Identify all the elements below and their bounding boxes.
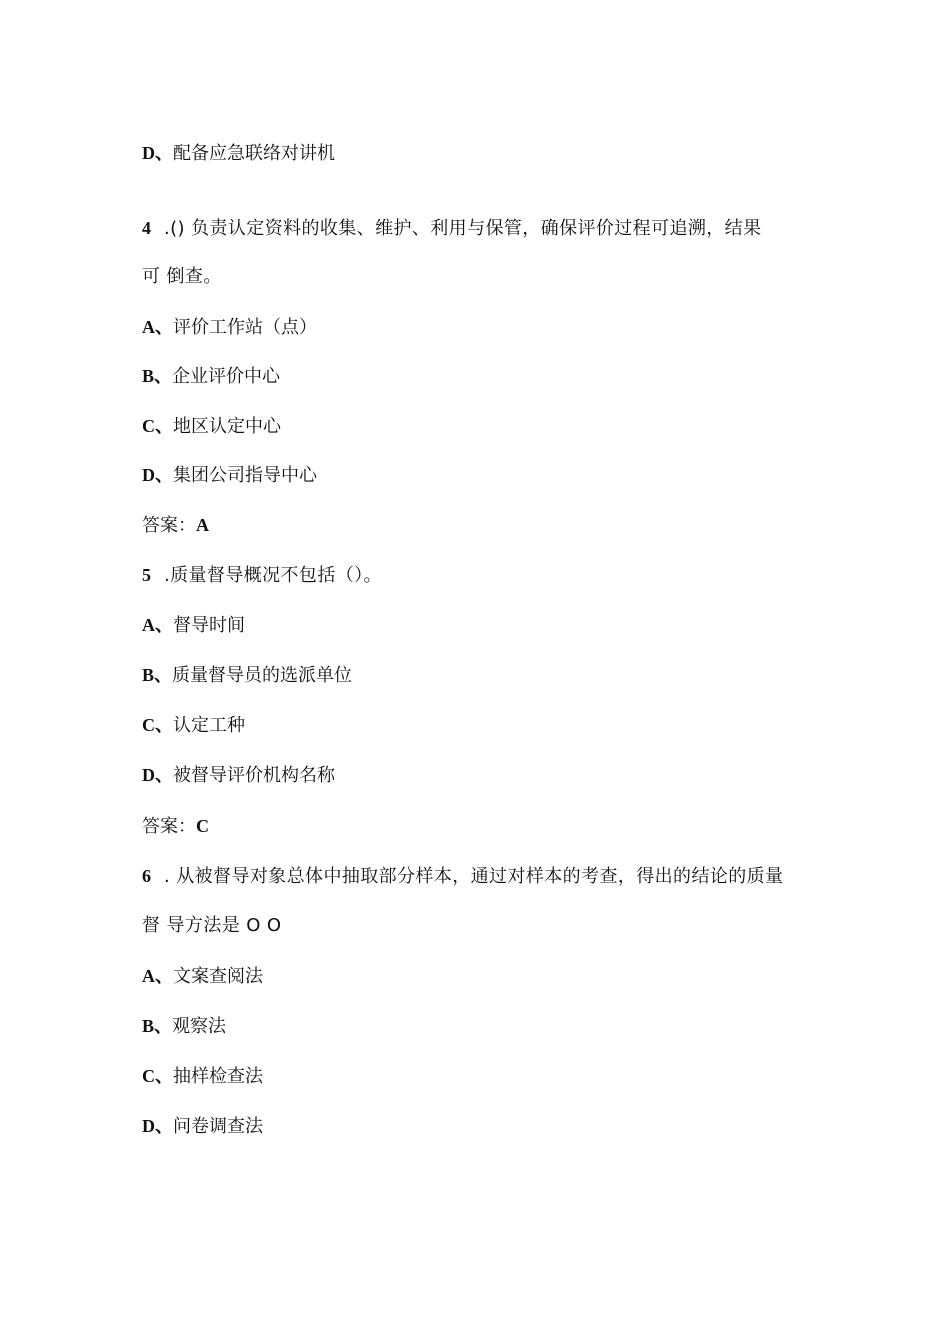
q4-option-a [142,315,317,340]
option-prefix: B、 [142,665,173,685]
q5-option-c [142,713,245,738]
option-text: 督导时间 [173,615,245,636]
q4-option-b [142,364,280,389]
q5-stem-line1 [142,563,382,588]
option-prefix: B、 [142,366,173,386]
q6-option-a [142,964,263,989]
q4-option-c [142,414,281,439]
q3-option-d [142,141,335,166]
option-text: 认定工种 [173,715,245,736]
q4-option-d [142,463,317,488]
question-text: . 从被督导对象总体中抽取部分样本，通过对样本的考查，得出的结论的质量 [164,866,784,887]
question-number: 6 [142,866,152,886]
option-text: 观察法 [172,1016,227,1037]
answer-label: 答案： [142,816,196,837]
option-text: 问卷调查法 [173,1116,263,1137]
q5-answer [142,814,209,839]
option-prefix: D、 [142,143,173,163]
option-prefix: C、 [142,416,173,436]
q6-stem-line1 [142,864,783,889]
q5-option-a [142,613,245,638]
option-prefix: D、 [142,765,173,785]
option-prefix: D、 [142,465,173,485]
question-number: 4 [142,218,152,238]
q6-option-d [142,1114,263,1139]
option-prefix: D、 [142,1116,173,1136]
option-text: 配备应急联络对讲机 [173,143,335,164]
question-number: 5 [142,565,152,585]
q4-stem-line1 [142,216,762,241]
option-text: 被督导评价机构名称 [173,765,335,786]
option-text: 地区认定中心 [173,416,281,437]
q5-option-d [142,763,335,788]
answer-value: C [196,816,209,836]
question-text-continued: 督 导方法是 O O [142,915,282,936]
option-prefix: B、 [142,1016,173,1036]
q4-stem-line2 [142,265,222,289]
option-prefix: C、 [142,715,173,735]
option-text: 文案查阅法 [173,966,263,987]
option-text: 企业评价中心 [172,366,281,387]
option-text: 抽样检查法 [173,1066,263,1087]
answer-value: A [196,515,209,535]
answer-label: 答案： [142,515,196,536]
option-prefix: C、 [142,1066,173,1086]
q4-answer [142,513,209,538]
q6-option-b [142,1014,226,1039]
option-prefix: A、 [142,317,173,337]
question-text: .() 负责认定资料的收集、维护、利用与保管，确保评价过程可追溯，结果 [164,218,762,239]
question-text: .质量督导概况不包括（）。 [164,565,382,586]
option-prefix: A、 [142,615,173,635]
q5-option-b [142,663,352,688]
option-prefix: A、 [142,966,173,986]
question-text-continued: 可 倒查。 [142,266,222,287]
q6-option-c [142,1064,263,1089]
option-text: 质量督导员的选派单位 [172,665,353,686]
option-text: 评价工作站（点） [173,317,317,338]
option-text: 集团公司指导中心 [173,465,317,486]
q6-stem-line2 [142,914,282,938]
